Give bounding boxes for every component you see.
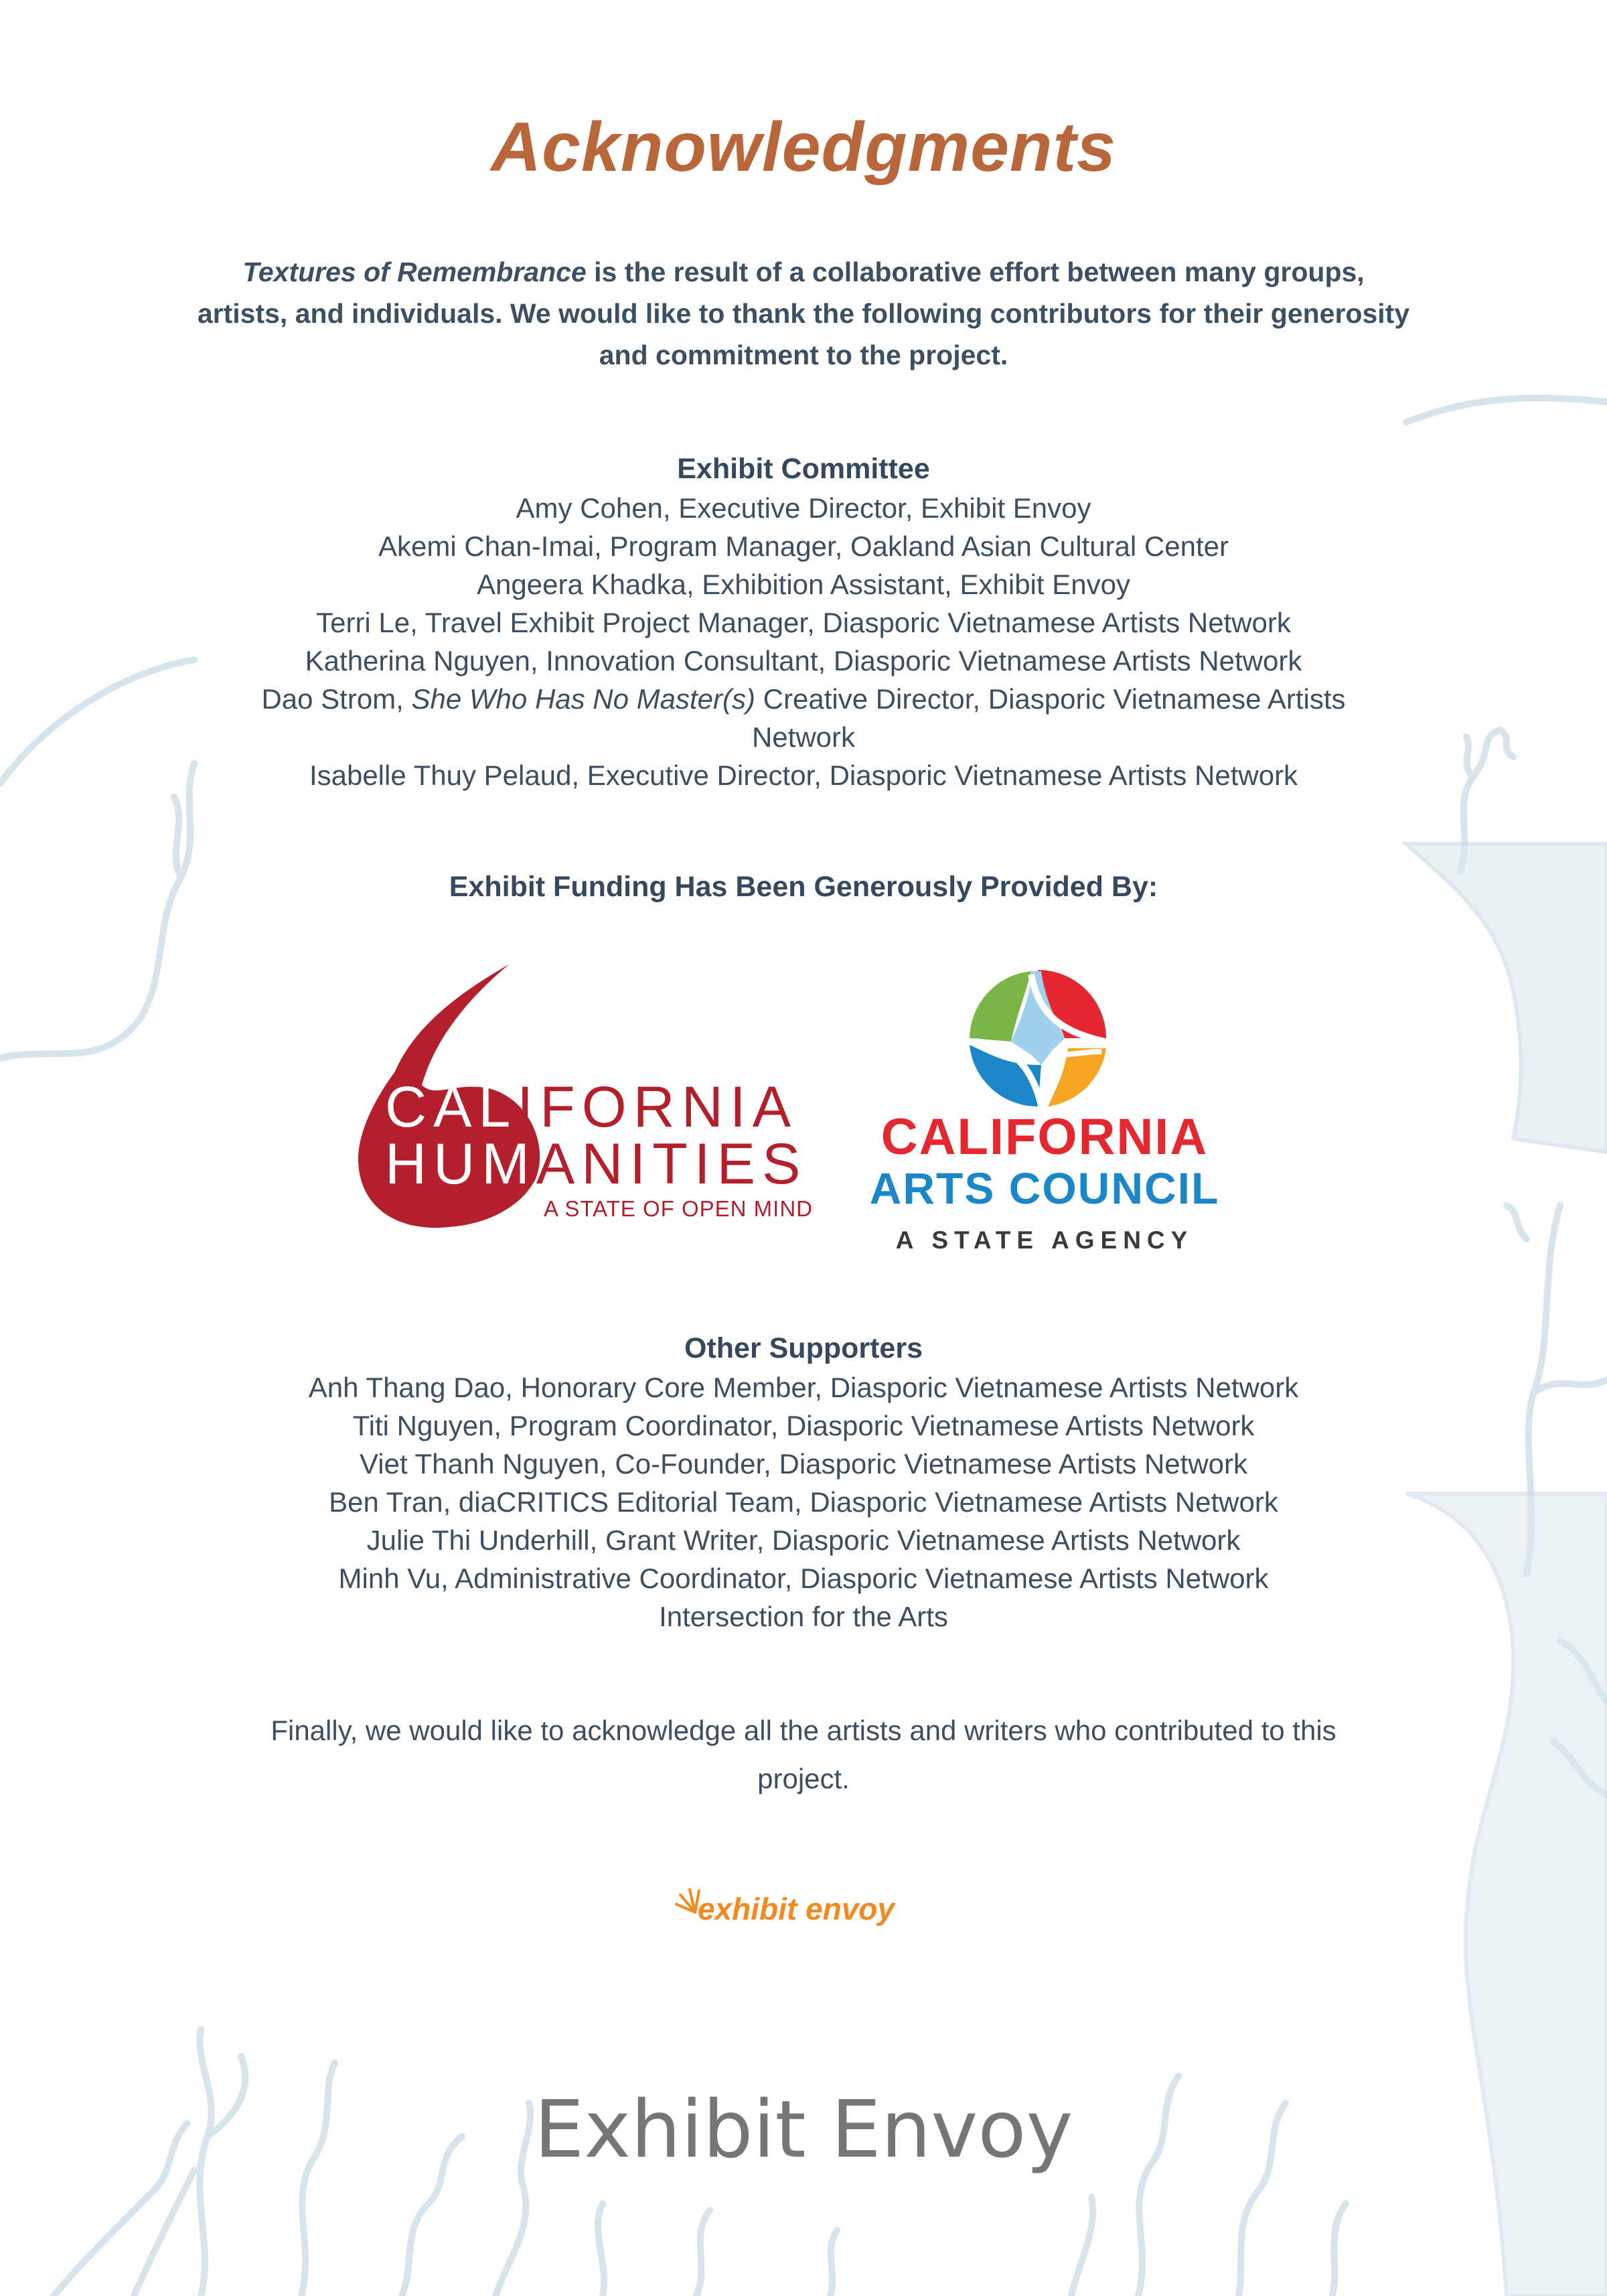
committee-member <box>201 680 1406 756</box>
committee-member: Amy Cohen, Executive Director, Exhibit Envoy <box>516 492 1091 524</box>
cac-line-2: ARTS COUNCIL <box>869 1163 1220 1213</box>
cac-line-3: A STATE AGENCY <box>895 1226 1194 1254</box>
supporter: Intersection for the Arts <box>659 1601 948 1632</box>
ch-line-2: HUMANITIES <box>385 1132 808 1196</box>
ch-line-1: CALIFORNIA <box>385 1075 798 1139</box>
supporter: Minh Vu, Administrative Coordinator, Diasporic Vietnamese Artists Network <box>338 1563 1269 1594</box>
committee-member: Katherina Nguyen, Innovation Consultant, Diasporic Vietnamese Artists Network <box>305 645 1302 676</box>
california-humanities-logo <box>355 964 813 1232</box>
committee-member: Isabelle Thuy Pelaud, Executive Director, Diasporic Vietnamese Artists Network <box>309 760 1298 791</box>
cac-circle-emblem <box>857 964 1232 1112</box>
closing-paragraph: Finally, we would like to acknowledge all the artists and writers who contributed to this project. <box>271 1715 1336 1794</box>
supporters-heading: Other Supporters <box>684 1332 923 1364</box>
other-supporters-section <box>201 1328 1406 1636</box>
supporter: Julie Thi Underhill, Grant Writer, Diasporic Vietnamese Artists Network <box>366 1524 1241 1556</box>
envoy-logo-text: exhibit envoy <box>698 1891 895 1926</box>
dao-suffix: Creative Director, Diasporic Vietnamese Artists Network <box>751 683 1346 753</box>
supporter: Titi Nguyen, Program Coordinator, Diasporic Vietnamese Artists Network <box>352 1410 1255 1441</box>
committee-member: Terri Le, Travel Exhibit Project Manager, Diasporic Vietnamese Artists Network <box>316 607 1291 638</box>
intro-text: is the result of a collaborative effort between many groups, artists, and individuals. We would like to thank the following contributors for their generosity and commitment to the project. <box>197 257 1410 370</box>
supporter: Anh Thang Dao, Honorary Core Member, Diasporic Vietnamese Artists Network <box>308 1372 1299 1403</box>
california-arts-council-logo <box>857 964 1232 1259</box>
cac-line-1: CALIFORNIA <box>881 1108 1209 1165</box>
dao-prefix: Dao Strom, <box>261 683 412 715</box>
watermark: Exhibit Envoy <box>534 2083 1073 2175</box>
intro-paragraph <box>194 251 1413 376</box>
exhibit-committee-section <box>201 449 1406 794</box>
dao-project-title: She Who Has No Master(s) <box>411 683 755 715</box>
supporter: Ben Tran, diaCRITICS Editorial Team, Diasporic Vietnamese Artists Network <box>329 1486 1278 1518</box>
exhibit-envoy-logo <box>670 1879 924 1939</box>
committee-heading: Exhibit Committee <box>677 453 930 485</box>
exhibit-title: Textures of Remembrance <box>242 257 587 287</box>
funding-heading: Exhibit Funding Has Been Generously Provided By: <box>449 871 1158 903</box>
ch-tagline: A STATE OF OPEN MIND <box>544 1196 813 1221</box>
committee-member: Angeera Khadka, Exhibition Assistant, Exhibit Envoy <box>477 569 1130 600</box>
committee-member: Akemi Chan-Imai, Program Manager, Oakland Asian Cultural Center <box>378 530 1229 562</box>
supporter: Viet Thanh Nguyen, Co-Founder, Diasporic Vietnamese Artists Network <box>360 1448 1247 1480</box>
page-title: Acknowledgments <box>491 109 1116 186</box>
